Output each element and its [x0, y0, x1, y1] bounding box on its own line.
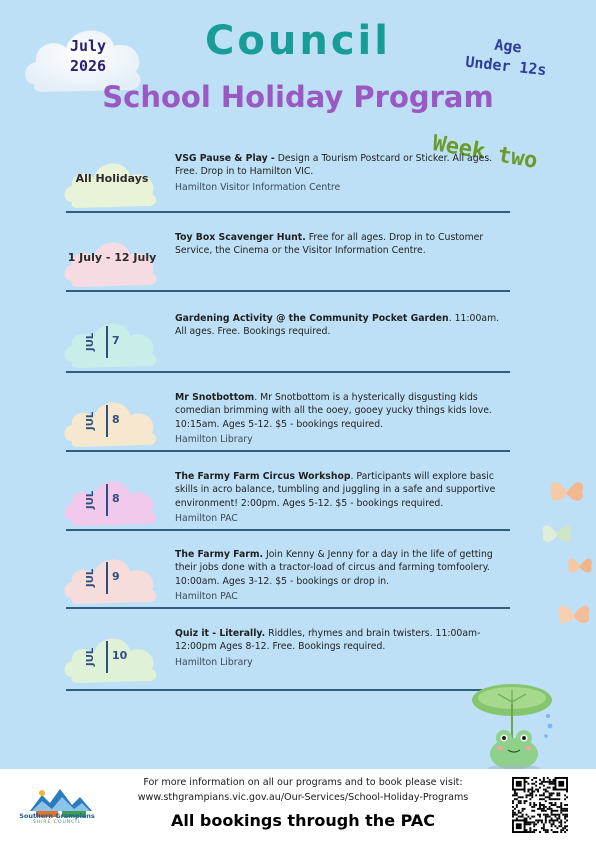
- event-date: 1 July - 12 July: [67, 251, 157, 264]
- info-text: [110, 775, 496, 805]
- event-title: Mr Snotbottom: [175, 392, 255, 403]
- event-desc: Design a Tourism Postcard or Sticker. All ages. Free. Drop in to Hamilton VIC.: [175, 153, 493, 178]
- event-venue: Hamilton Library: [175, 656, 253, 668]
- date-divider: [106, 484, 108, 516]
- butterfly-icon: [566, 552, 594, 580]
- year-label: 2026: [69, 57, 107, 75]
- event-desc: Join Kenny & Jenny for a day in the life of getting their jobs done with a tractor-load of circus and farming tomfoolery. 10:00am. Ages 3-12. $5 - bookings or drop in.: [175, 549, 493, 587]
- event-desc: Free for all ages. Drop in to Customer Service, the Cinema or the Visitor Information Centre.: [175, 232, 484, 257]
- footer: [0, 769, 596, 842]
- event-separator: [66, 290, 510, 292]
- event-desc: . Participants will explore basic skills in acro balance, tumbling and juggling in a safe and supportive environment! 2:00pm. Ages 5-12. $5 - bookings required.: [175, 471, 496, 509]
- event-description: [175, 470, 510, 510]
- event-date: All Holidays: [75, 172, 149, 185]
- event-details: [175, 152, 510, 194]
- event-details: [175, 312, 510, 339]
- event-item: [62, 152, 510, 230]
- event-desc: . Mr Snotbottom is a hysterically disgusting kids comedian brimming with all the ooey, gooey yucky things kids love. 10:15am. Ages 5-12. $5 - bookings required.: [175, 392, 492, 430]
- event-description: [175, 312, 510, 339]
- event-item: [62, 470, 510, 548]
- event-title: Toy Box Scavenger Hunt.: [175, 232, 306, 243]
- month-label: July: [69, 37, 107, 55]
- event-venue: Hamilton Visitor Information Centre: [175, 181, 341, 193]
- event-title: Gardening Activity @ the Community Pocket Garden: [175, 313, 449, 324]
- event-item: [62, 627, 510, 705]
- event-venue: Hamilton PAC: [175, 590, 238, 602]
- info-line-1: For more information on all our programs and to book please visit:: [143, 777, 463, 788]
- age-line-1: Age: [493, 35, 523, 57]
- event-details: [175, 391, 510, 446]
- council-logo-name: Southern Grampians: [19, 812, 95, 820]
- event-separator: [66, 607, 510, 609]
- butterfly-icon: [556, 598, 592, 632]
- event-item: [62, 391, 510, 469]
- event-desc: . 11:00am. All ages. Free. Bookings required.: [175, 313, 500, 338]
- event-title: The Farmy Farm Circus Workshop: [175, 471, 351, 482]
- page-subtitle: School Holiday Program: [102, 80, 494, 114]
- butterfly-icon: [540, 518, 574, 550]
- event-separator: [66, 211, 510, 213]
- event-month: JUL: [85, 411, 96, 431]
- event-venue: Hamilton Library: [175, 433, 253, 445]
- info-url[interactable]: www.sthgrampians.vic.gov.au/Our-Services/School-Holiday-Programs: [137, 792, 469, 803]
- council-logo-subtitle: SHIRE COUNCIL: [32, 820, 82, 825]
- event-day: 9: [112, 570, 120, 583]
- date-divider: [106, 405, 108, 437]
- event-separator: [66, 450, 510, 452]
- event-day: 8: [112, 492, 120, 505]
- event-details: [175, 470, 510, 525]
- event-month: JUL: [85, 647, 96, 667]
- event-day: 7: [112, 334, 120, 347]
- event-day: 10: [112, 649, 128, 662]
- bookings-note: All bookings through the PAC: [171, 811, 435, 830]
- event-title: VSG Pause & Play -: [175, 153, 275, 164]
- week-label: Week two: [430, 130, 540, 175]
- event-item: [62, 548, 510, 626]
- event-description: [175, 391, 510, 431]
- event-month: JUL: [85, 332, 96, 352]
- event-description: [175, 231, 510, 258]
- age-line-2: Under 12s: [464, 52, 548, 80]
- qr-code-icon[interactable]: [512, 777, 568, 833]
- event-title: The Farmy Farm.: [175, 549, 264, 560]
- event-month: JUL: [85, 490, 96, 510]
- butterfly-icon: [548, 474, 586, 510]
- event-description: [175, 627, 510, 654]
- event-item: [62, 312, 510, 390]
- event-description: [175, 152, 510, 179]
- date-divider: [106, 326, 108, 358]
- event-title: Quiz it - Literally.: [175, 628, 266, 639]
- date-divider: [106, 562, 108, 594]
- event-separator: [66, 371, 510, 373]
- page-title: Council: [205, 18, 391, 64]
- event-venue: Hamilton PAC: [175, 512, 238, 524]
- event-separator: [66, 689, 510, 691]
- event-desc: Riddles, rhymes and brain twisters. 11:00am-12:00pm Ages 8-12. Free. Bookings required.: [175, 628, 481, 653]
- date-divider: [106, 641, 108, 673]
- frog-with-leaf-umbrella-icon: [470, 680, 558, 772]
- event-item: [62, 231, 510, 309]
- event-details: [175, 548, 510, 603]
- event-details: [175, 231, 510, 258]
- event-description: [175, 548, 510, 588]
- event-details: [175, 627, 510, 669]
- event-separator: [66, 529, 510, 531]
- event-month: JUL: [85, 568, 96, 588]
- event-day: 8: [112, 413, 120, 426]
